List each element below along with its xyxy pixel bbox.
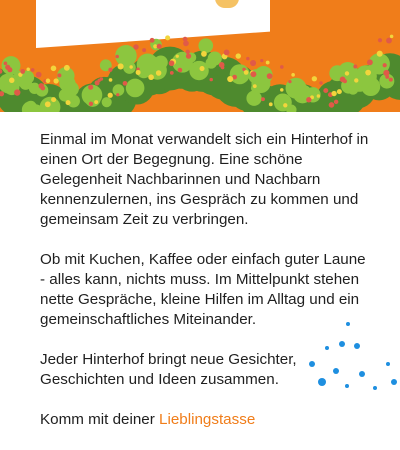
flower	[383, 63, 387, 67]
flower	[97, 79, 100, 82]
flower	[66, 100, 71, 105]
dot	[391, 379, 397, 385]
flower	[9, 78, 14, 83]
flower	[142, 48, 146, 52]
flower	[353, 64, 357, 68]
flower	[169, 60, 175, 66]
dot	[333, 368, 339, 374]
flower	[244, 70, 249, 75]
flower	[340, 77, 346, 83]
flower	[331, 91, 336, 96]
dot	[345, 384, 349, 388]
cta-highlight-link[interactable]: Lieblingstasse	[159, 411, 256, 428]
dot	[325, 346, 329, 350]
flower	[165, 35, 170, 40]
flower	[250, 71, 256, 77]
flower	[57, 73, 61, 77]
flower	[319, 81, 322, 84]
flower	[199, 66, 204, 71]
leaf-cluster	[2, 56, 21, 75]
leaf-cluster	[59, 89, 72, 102]
flower	[323, 88, 328, 93]
intro-paragraph: Einmal im Monat verwandelt sich ein Hinterhof in einen Ort der Begegnung. Eine schöne Gelegenheit Nachbarinnen und Nachbarn kennenzulernen, ins Gespräch zu kommen und gemeinsam Zeit zu verbringen.	[40, 131, 369, 228]
flower	[38, 83, 44, 89]
dot	[318, 378, 326, 386]
flower	[224, 49, 230, 55]
flower	[108, 93, 113, 98]
leaf-cluster	[198, 38, 213, 53]
flower	[109, 78, 113, 82]
community-paragraph: Jeder Hinterhof bringt neue Gesichter, Geschichten und Ideen zusammen.	[40, 351, 297, 388]
dot	[386, 362, 390, 366]
leaf-cluster	[102, 97, 112, 107]
flower	[317, 94, 321, 98]
flower	[4, 62, 8, 66]
dot	[354, 343, 360, 349]
flower	[354, 78, 358, 82]
cta-text: Komm mit deiner	[40, 411, 160, 428]
flower	[185, 50, 189, 54]
flower	[253, 84, 257, 88]
flower	[345, 71, 349, 75]
article-body	[40, 130, 370, 450]
leaf-cluster	[126, 79, 145, 98]
dot	[359, 371, 365, 377]
flower	[280, 65, 284, 69]
flower	[266, 61, 270, 65]
flower	[367, 59, 373, 65]
flower	[219, 62, 225, 68]
leaf-cluster	[154, 55, 168, 69]
flower	[291, 73, 295, 77]
flower	[156, 70, 162, 76]
flower	[46, 79, 51, 84]
flower	[133, 44, 138, 49]
flower	[385, 75, 389, 79]
flower	[365, 70, 371, 76]
flower	[88, 85, 93, 90]
hero-illustration	[0, 0, 400, 112]
flower	[246, 57, 249, 60]
flower	[227, 76, 233, 82]
flower	[201, 51, 207, 57]
flower	[53, 78, 58, 83]
flower	[334, 100, 338, 104]
flower	[123, 81, 128, 86]
activities-paragraph: Ob mit Kuchen, Kaffee oder einfach guter Laune - alles kann, nichts muss. Im Mittelpunkt stehen nette Gespräche, kleine Hilfen im Alltag und ein gemeinschaftliches Miteinander.	[40, 251, 366, 328]
flower-hedge-illustration	[0, 28, 400, 112]
flower	[176, 55, 179, 58]
flower	[386, 38, 392, 44]
flower	[31, 68, 35, 72]
flower	[26, 68, 30, 72]
flower	[157, 44, 162, 49]
flower	[288, 80, 291, 83]
flower	[170, 71, 174, 75]
flower	[378, 38, 382, 42]
flower	[186, 53, 191, 58]
flower	[183, 41, 189, 47]
flower	[118, 63, 124, 69]
flower	[64, 65, 70, 71]
dot	[339, 341, 345, 347]
flower	[7, 67, 12, 72]
flower	[136, 70, 141, 75]
flower	[14, 89, 20, 95]
flower	[116, 93, 119, 96]
flower	[236, 53, 241, 58]
flower	[267, 73, 273, 79]
flower	[312, 76, 317, 81]
flower	[45, 101, 51, 107]
flower	[329, 102, 335, 108]
flower	[129, 65, 132, 68]
call-to-action	[40, 410, 370, 430]
dot	[309, 361, 315, 367]
dot	[346, 322, 350, 326]
flower	[51, 66, 57, 72]
flower	[337, 89, 342, 94]
flower	[150, 38, 155, 43]
flower	[89, 102, 93, 106]
flower	[280, 88, 284, 92]
flower	[209, 78, 212, 81]
flower	[94, 100, 98, 104]
flower	[377, 51, 383, 57]
decorative-dots	[290, 316, 400, 400]
flower	[306, 97, 311, 102]
flower	[178, 68, 183, 73]
dot	[373, 386, 377, 390]
flower	[260, 59, 263, 62]
flower	[389, 78, 393, 82]
flower	[20, 69, 25, 74]
flower	[51, 97, 56, 102]
flower	[283, 103, 287, 107]
flower	[108, 68, 112, 72]
flower	[115, 55, 119, 59]
flower	[36, 72, 42, 78]
flower	[390, 35, 394, 39]
flower	[148, 74, 154, 80]
flower	[261, 97, 265, 101]
flower	[269, 102, 273, 106]
flower	[250, 60, 256, 66]
